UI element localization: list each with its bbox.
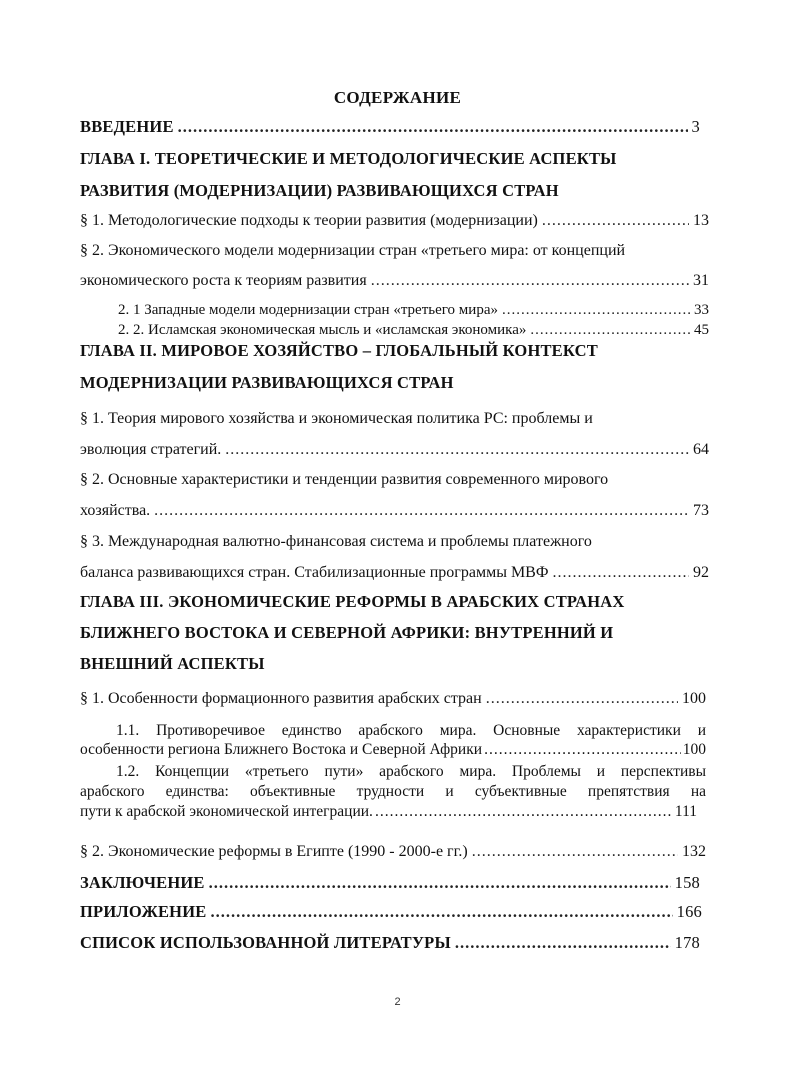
leader-dots xyxy=(530,322,690,339)
toc-entry-label: 2. 1 Западные модели модернизации стран «третьего мира» xyxy=(118,302,498,318)
toc-entry-ch3-s1-1-line-1[interactable]: 1.1. Противоречивое единство арабского мира. Основные характеристики и xyxy=(116,722,706,739)
toc-page-number: 3 xyxy=(691,117,700,136)
leader-dots xyxy=(225,441,689,459)
toc-page-number: 45 xyxy=(694,322,709,338)
leader-dots xyxy=(209,874,671,893)
toc-entry-ch3-s1-2-line-3[interactable] xyxy=(80,802,697,821)
toc-entry-label: пути к арабской экономической интеграции. xyxy=(80,803,373,820)
toc-entry-label: ВВЕДЕНИЕ xyxy=(80,117,174,136)
toc-page-number: 100 xyxy=(682,741,706,758)
toc-entry-conclusion[interactable] xyxy=(80,874,700,893)
toc-page-number: 64 xyxy=(693,441,709,458)
toc-page-number: 111 xyxy=(674,803,697,820)
toc-entry-ch3-s2[interactable] xyxy=(80,843,706,861)
toc-entry-ch1-s2-1[interactable] xyxy=(118,302,709,319)
page-title: СОДЕРЖАНИЕ xyxy=(333,88,462,107)
chapter-2-heading-line-2: МОДЕРНИЗАЦИИ РАЗВИВАЮЩИХСЯ СТРАН xyxy=(80,373,454,392)
page-number: 2 xyxy=(394,996,401,1008)
toc-entry-ch3-s1[interactable] xyxy=(80,690,706,708)
leader-dots xyxy=(472,843,678,861)
toc-page-number: 73 xyxy=(693,502,709,519)
toc-page-number: 31 xyxy=(693,272,709,289)
toc-entry-label: особенности региона Ближнего Востока и Северной Африки xyxy=(80,741,483,758)
leader-dots xyxy=(455,934,671,953)
toc-page-number: 92 xyxy=(693,564,709,581)
toc-entry-label: экономического роста к теориям развития xyxy=(80,272,367,289)
toc-entry-ch2-s2-line-2[interactable] xyxy=(80,502,709,520)
leader-dots xyxy=(502,302,690,319)
toc-entry-label: баланса развивающихся стран. Стабилизационные программы МВФ xyxy=(80,564,549,581)
toc-entry-references[interactable] xyxy=(80,934,700,953)
toc-entry-appendix[interactable] xyxy=(80,903,702,922)
chapter-1-heading-line-2: РАЗВИТИЯ (МОДЕРНИЗАЦИИ) РАЗВИВАЮЩИХСЯ СТРАН xyxy=(80,181,559,200)
toc-entry-label: § 2. Экономические реформы в Египте (1990 - 2000-е гг.) xyxy=(80,843,468,860)
toc-entry-label: ПРИЛОЖЕНИЕ xyxy=(80,902,207,921)
toc-entry-ch3-s1-1-line-2[interactable] xyxy=(80,740,706,759)
toc-entry-intro[interactable] xyxy=(80,118,700,137)
toc-entry-label: § 1. Особенности формационного развития арабских стран xyxy=(80,690,482,707)
toc-page-number: 158 xyxy=(674,873,700,892)
leader-dots xyxy=(486,690,678,708)
toc-entry-label: 2. 2. Исламская экономическая мысль и «исламская экономика» xyxy=(118,322,527,338)
leader-dots xyxy=(542,212,689,230)
leader-dots xyxy=(484,740,681,759)
toc-entry-ch2-s1-line-1[interactable]: § 1. Теория мирового хозяйства и экономическая политика РС: проблемы и xyxy=(80,410,593,427)
toc-entry-label: эволюция стратегий. xyxy=(80,441,222,458)
toc-page-number: 100 xyxy=(682,690,706,707)
toc-page-number: 33 xyxy=(694,302,709,318)
toc-entry-ch2-s3-line-1[interactable]: § 3. Международная валютно-финансовая система и проблемы платежного xyxy=(80,533,592,550)
toc-page-number: 13 xyxy=(693,212,709,229)
leader-dots xyxy=(178,118,688,137)
chapter-3-heading-line-1: ГЛАВА III. ЭКОНОМИЧЕСКИЕ РЕФОРМЫ В АРАБСКИХ СТРАНАХ xyxy=(80,592,625,611)
toc-entry-ch3-s1-2-line-1[interactable]: 1.2. Концепции «третьего пути» арабского мира. Проблемы и перспективы xyxy=(116,763,706,780)
toc-entry-ch1-s1[interactable] xyxy=(80,212,709,230)
toc-page-number: 178 xyxy=(674,933,700,952)
chapter-3-heading-line-3: ВНЕШНИЙ АСПЕКТЫ xyxy=(80,654,265,673)
toc-entry-label: СПИСОК ИСПОЛЬЗОВАННОЙ ЛИТЕРАТУРЫ xyxy=(80,933,451,952)
leader-dots xyxy=(553,564,690,582)
leader-dots xyxy=(154,502,689,520)
toc-entry-ch2-s3-line-2[interactable] xyxy=(80,564,709,582)
leader-dots xyxy=(210,903,672,922)
chapter-3-heading-line-2: БЛИЖНЕГО ВОСТОКА И СЕВЕРНОЙ АФРИКИ: ВНУТРЕННИЙ И xyxy=(80,623,614,642)
toc-entry-ch3-s1-2-line-2[interactable]: арабского единства: объективные трудности и субъективные препятствия на xyxy=(80,783,706,800)
toc-entry-label: хозяйства. xyxy=(80,502,151,519)
leader-dots xyxy=(371,272,689,290)
toc-entry-label: ЗАКЛЮЧЕНИЕ xyxy=(80,873,205,892)
toc-entry-label: § 1. Методологические подходы к теории развития (модернизации) xyxy=(80,212,538,229)
chapter-2-heading-line-1: ГЛАВА II. МИРОВОЕ ХОЗЯЙСТВО – ГЛОБАЛЬНЫЙ КОНТЕКСТ xyxy=(80,341,598,360)
toc-entry-ch2-s1-line-2[interactable] xyxy=(80,441,709,459)
toc-entry-ch1-s2-line-1[interactable]: § 2. Экономического модели модернизации стран «третьего мира: от концепций xyxy=(80,242,626,259)
toc-entry-ch2-s2-line-1[interactable]: § 2. Основные характеристики и тенденции развития современного мирового xyxy=(80,471,609,488)
toc-entry-ch1-s2-line-2[interactable] xyxy=(80,272,709,290)
toc-page-number: 132 xyxy=(682,843,706,860)
toc-entry-ch1-s2-2[interactable] xyxy=(118,322,709,339)
chapter-1-heading-line-1: ГЛАВА I. ТЕОРЕТИЧЕСКИЕ И МЕТОДОЛОГИЧЕСКИЕ АСПЕКТЫ xyxy=(80,149,617,168)
toc-page-number: 166 xyxy=(676,902,702,921)
leader-dots xyxy=(375,802,673,821)
